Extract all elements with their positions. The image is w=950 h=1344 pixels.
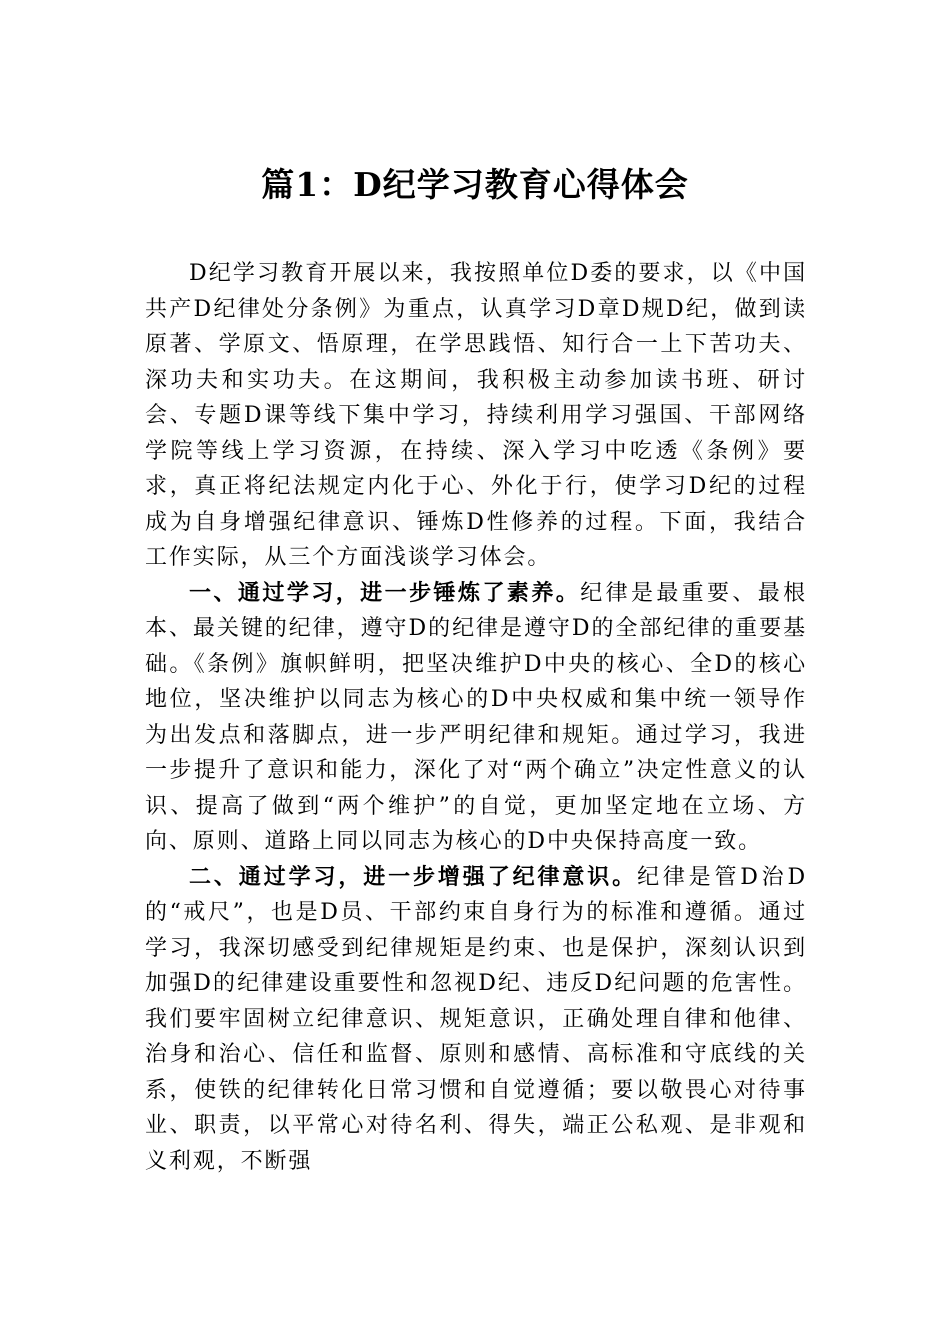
paragraph-intro xyxy=(145,256,807,576)
document-body xyxy=(145,256,807,1179)
paragraph-section-1 xyxy=(145,576,807,860)
paragraph-intro-text: D纪学习教育开展以来，我按照单位D委的要求，以《中国共产D纪律处分条例》为重点，认真学习D章D规D纪，做到读原著、学原文、悟原理，在学思践悟、知行合一上下苦功夫、深功夫和实功夫。在这期间，我积极主动参加读书班、研讨会、专题D课等线下集中学习，持续利用学习强国、干部网络学院等线上学习资源，在持续、深入学习中吃透《条例》要求，真正将纪法规定内化于心、外化于行，使学习D纪的过程成为自身增强纪律意识、锤炼D性修养的过程。下面，我结合工作实际，从三个方面浅谈学习体会。 xyxy=(145,261,807,570)
section-1-heading: 一、通过学习，进一步锤炼了素养。 xyxy=(189,580,581,606)
document-title: 篇1：D纪学习教育心得体会 xyxy=(261,165,689,204)
paragraph-section-2 xyxy=(145,860,807,1180)
section-2-heading: 二、通过学习，进一步增强了纪律意识。 xyxy=(189,864,638,890)
section-1-text: 纪律是最重要、最根本、最关键的纪律，遵守D的纪律是遵守D的全部纪律的重要基础。《条例》旗帜鲜明，把坚决维护D中央的核心、全D的核心地位，坚决维护以同志为核心的D中央权威和集中统一领导作为出发点和落脚点，进一步严明纪律和规矩。通过学习，我进一步提升了意识和能力，深化了对“两个确立”决定性意义的认识、提高了做到“两个维护”的自觉，更加坚定地在立场、方向、原则、道路上同以同志为核心的D中央保持高度一致。 xyxy=(145,580,807,854)
section-2-text: 纪律是管D治D的“戒尺”，也是D员、干部约束自身行为的标准和遵循。通过学习，我深切感受到纪律规矩是约束、也是保护，深刻认识到加强D的纪律建设重要性和忽视D纪、违反D纪问题的危害性。我们要牢固树立纪律意识、规矩意识，正确处理自律和他律、治身和治心、信任和监督、原则和感情、高标准和守底线的关系，使铁的纪律转化日常习惯和自觉遵循；要以敬畏心对待事业、职责，以平常心对待名利、得失，端正公私观、是非观和义利观，不断强 xyxy=(145,864,807,1174)
